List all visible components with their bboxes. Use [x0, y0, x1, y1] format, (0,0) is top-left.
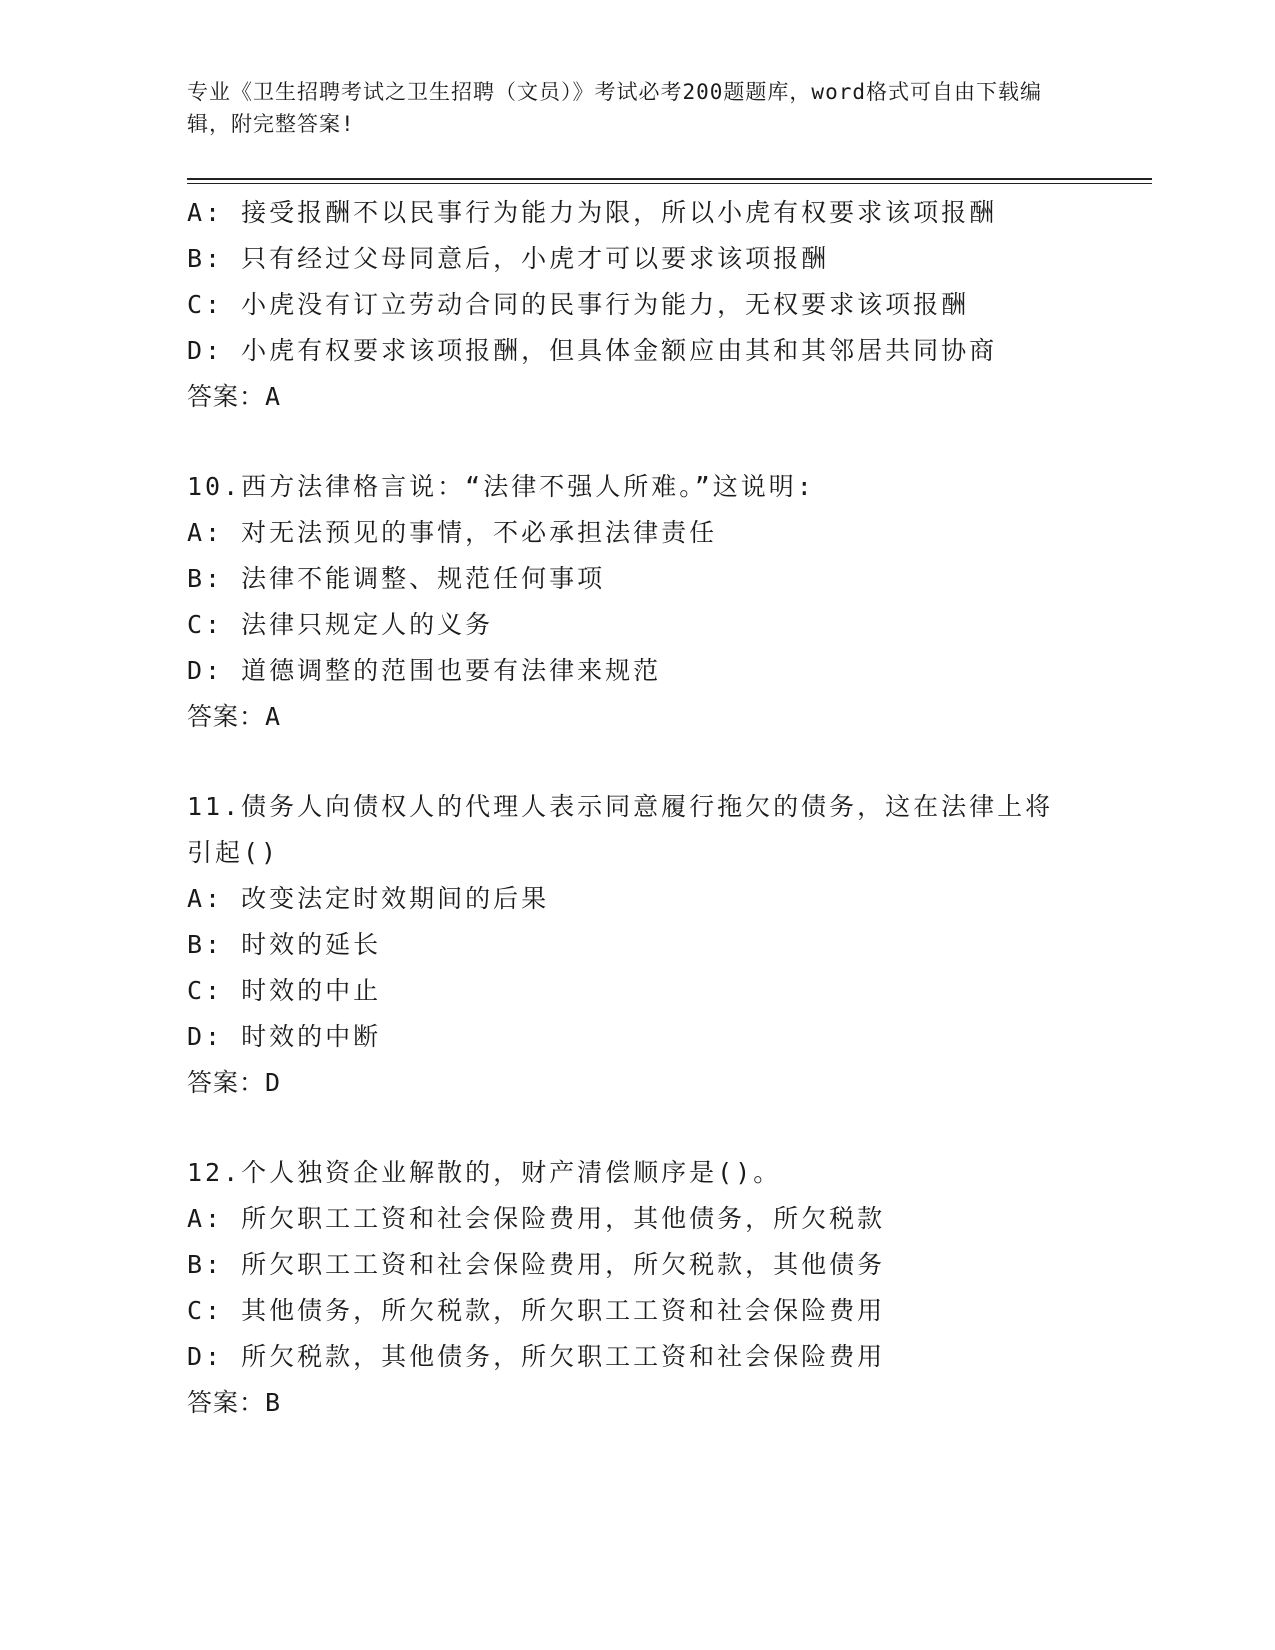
option-c: C: 其他债务，所欠税款，所欠职工工资和社会保险费用 — [187, 1296, 886, 1325]
option-a: A: 所欠职工工资和社会保险费用，其他债务，所欠税款 — [187, 1204, 886, 1233]
answer-label: 答案： — [187, 1068, 266, 1097]
option-c: C: 法律只规定人的义务 — [187, 610, 494, 639]
document-header: 专业《卫生招聘考试之卫生招聘（文员）》考试必考200题题库，word格式可自由下载编辑，附完整答案! — [187, 80, 1042, 136]
question-text: 10.西方法律格言说：“法律不强人所难。”这说明: — [187, 472, 815, 501]
answer-label: 答案： — [187, 382, 266, 411]
question-text: 11.债务人向债权人的代理人表示同意履行拖欠的债务，这在法律上将引起() — [187, 792, 1054, 867]
header-rule-thin — [187, 183, 1152, 184]
option-b: B: 所欠职工工资和社会保险费用，所欠税款，其他债务 — [187, 1250, 886, 1279]
option-b: B: 时效的延长 — [187, 930, 382, 959]
answer-value: D — [265, 1068, 282, 1097]
answer-value: A — [265, 702, 282, 731]
header-rule-thick — [187, 178, 1152, 180]
option-a: A: 对无法预见的事情，不必承担法律责任 — [187, 518, 718, 547]
answer-line — [187, 374, 1152, 420]
option-d: D: 所欠税款，其他债务，所欠职工工资和社会保险费用 — [187, 1342, 886, 1371]
answer-line — [187, 1380, 1152, 1426]
answer-label: 答案： — [187, 1388, 266, 1417]
option-d: D: 道德调整的范围也要有法律来规范 — [187, 656, 662, 685]
option-b: B: 法律不能调整、规范任何事项 — [187, 564, 606, 593]
answer-value: B — [265, 1388, 282, 1417]
answer-value: A — [265, 382, 282, 411]
option-d: D: 小虎有权要求该项报酬，但具体金额应由其和其邻居共同协商 — [187, 336, 998, 365]
answer-line — [187, 694, 1152, 740]
question-text: 12.个人独资企业解散的，财产清偿顺序是()。 — [187, 1158, 782, 1187]
question-list — [187, 190, 1152, 1426]
option-b: B: 只有经过父母同意后，小虎才可以要求该项报酬 — [187, 244, 830, 273]
option-c: C: 小虎没有订立劳动合同的民事行为能力，无权要求该项报酬 — [187, 290, 970, 319]
answer-line — [187, 1060, 1152, 1106]
option-a: A: 改变法定时效期间的后果 — [187, 884, 550, 913]
option-a: A: 接受报酬不以民事行为能力为限，所以小虎有权要求该项报酬 — [187, 198, 998, 227]
answer-label: 答案： — [187, 702, 266, 731]
option-d: D: 时效的中断 — [187, 1022, 382, 1051]
option-c: C: 时效的中止 — [187, 976, 382, 1005]
